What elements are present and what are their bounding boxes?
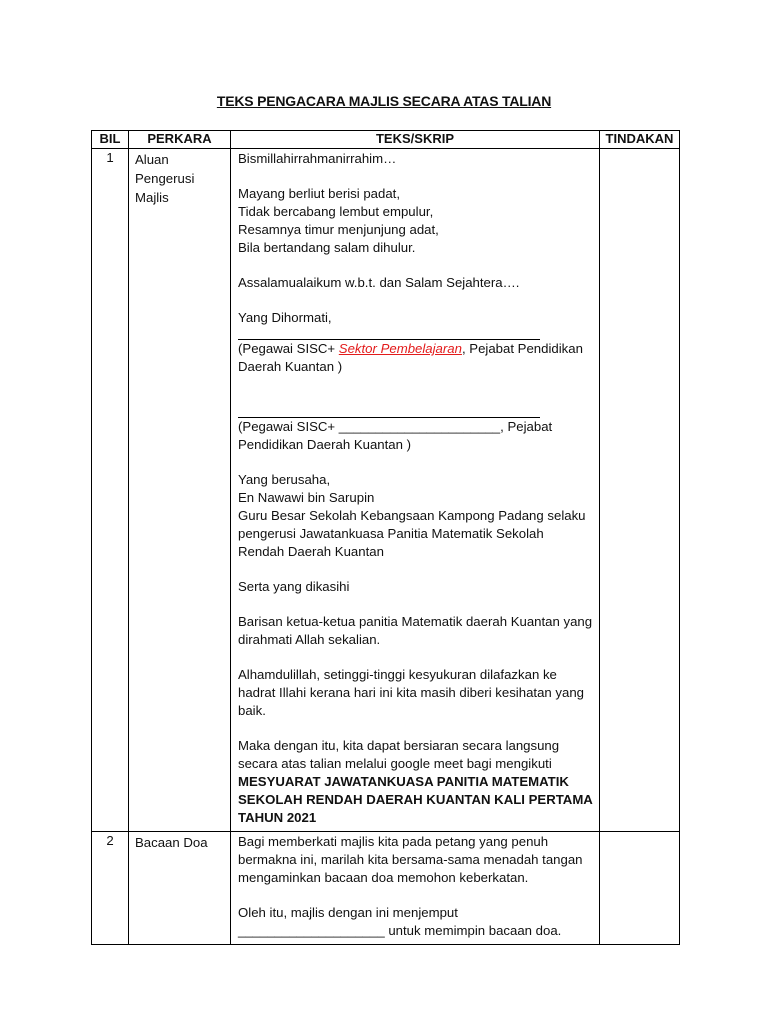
bismillah-text: Bismillahirrahmanirrahim… — [238, 151, 397, 166]
row2-teks — [231, 832, 600, 945]
berusaha-block — [238, 471, 593, 561]
pegawai2-block — [238, 393, 593, 454]
script-table — [91, 130, 680, 945]
maka-paragraph — [238, 737, 593, 827]
dihormati-block — [238, 309, 593, 376]
pantun-line: Resamnya timur menjunjung adat, — [238, 222, 439, 237]
document-title: TEKS PENGACARA MAJLIS SECARA ATAS TALIAN — [216, 93, 552, 109]
dihormati-label: Yang Dihormati, — [238, 310, 332, 325]
alhamdulillah-text: Alhamdulillah, setinggi-tinggi kesyukuran dilafazkan ke hadrat Illahi kerana hari ini kita masih diberi kesihatan yang baik. — [238, 667, 584, 718]
dikasihi-text: Serta yang dikasihi — [238, 579, 350, 594]
header-tindakan: TINDAKAN — [600, 131, 680, 149]
row2-tindakan — [600, 832, 680, 945]
sektor-pembelajaran-text: Sektor Pembelajaran — [338, 341, 462, 356]
perkara-line: Aluan — [135, 152, 169, 167]
maka-text: Maka dengan itu, kita dapat bersiaran secara langsung secara atas talian melalui google meet bagi mengikuti — [238, 738, 560, 771]
berusaha-line: Yang berusaha, — [238, 472, 331, 487]
perkara-line: Pengerusi — [135, 171, 195, 186]
table-header-row — [92, 131, 680, 149]
pegawai2-text: (Pegawai SISC+ ______________________, Pejabat Pendidikan Daerah Kuantan ) — [238, 419, 553, 452]
mesyuarat-title: MESYUARAT JAWATANKUASA PANITIA MATEMATIK SEKOLAH RENDAH DAERAH KUANTAN KALI PERTAMA TAHUN 2021 — [238, 774, 593, 825]
name-blank-line — [238, 327, 540, 340]
salam-text: Assalamualaikum w.b.t. dan Salam Sejahtera…. — [238, 275, 520, 290]
header-teks: TEKS/SKRIP — [231, 131, 600, 149]
pantun-line: Tidak bercabang lembut empulur, — [238, 204, 434, 219]
row1-perkara — [129, 149, 231, 832]
name-blank-line — [238, 393, 540, 418]
row1-teks — [231, 149, 600, 832]
header-bil: BIL — [92, 131, 129, 149]
menjemput-text: Oleh itu, majlis dengan ini menjemput ____________________ untuk memimpin bacaan doa. — [238, 905, 562, 938]
barisan-text: Barisan ketua-ketua panitia Matematik daerah Kuantan yang dirahmati Allah sekalian. — [238, 614, 593, 647]
pantun-line: Mayang berliut berisi padat, — [238, 186, 401, 201]
pantun — [238, 185, 593, 257]
table-row — [92, 149, 680, 832]
table-row — [92, 832, 680, 945]
row2-bil: 2 — [92, 832, 129, 945]
berusaha-line: Guru Besar Sekolah Kebangsaan Kampong Padang selaku pengerusi Jawatankuasa Panitia Matematik Sekolah Rendah Daerah Kuantan — [238, 508, 586, 559]
pegawai1-suffix: , Pejabat Pendidikan Daerah Kuantan ) — [238, 341, 583, 374]
berusaha-line: En Nawawi bin Sarupin — [238, 490, 375, 505]
row1-bil: 1 — [92, 149, 129, 832]
pegawai1-prefix: (Pegawai SISC+ — [238, 341, 339, 356]
header-perkara: PERKARA — [129, 131, 231, 149]
pantun-line: Bila bertandang salam dihulur. — [238, 240, 416, 255]
memberkati-text: Bagi memberkati majlis kita pada petang yang penuh bermakna ini, marilah kita bersama-sama menadah tangan mengaminkan bacaan doa memohon keberkatan. — [238, 834, 583, 885]
row2-perkara: Bacaan Doa — [129, 832, 231, 945]
perkara-line: Majlis — [135, 190, 169, 205]
row1-tindakan — [600, 149, 680, 832]
